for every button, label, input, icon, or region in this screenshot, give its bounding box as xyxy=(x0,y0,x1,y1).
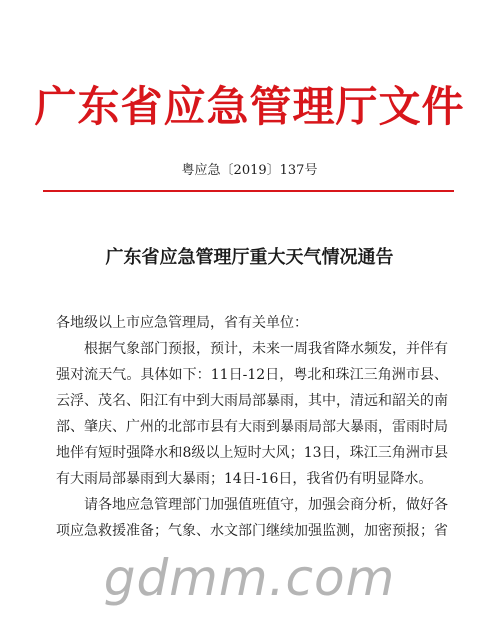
notice-title: 广东省应急管理厅重大天气情况通告 xyxy=(105,247,394,268)
body-paragraph-forecast: 根据气象部门预报，预计，未来一周我省降水频发，并伴有强对流天气。具体如下：11日-12日，粤北和珠江三角洲市县、云浮、茂名、阳江有中到大雨局部暴雨，其中，清远和韶关的南部、肇庆、广州的北部市县有大雨到暴雨局部大暴雨，雷雨时局地伴有短时强降水和8级以上短时大风；13日，珠江三角洲市县有大雨局部暴雨到大暴雨；14日-16日，我省仍有明显降水。 xyxy=(56,341,448,487)
document-body xyxy=(56,310,448,544)
site-watermark: gdmm.com xyxy=(103,549,396,607)
red-separator-line xyxy=(43,190,454,192)
salutation: 各地级以上市应急管理局，省有关单位： xyxy=(56,315,308,331)
document-masthead: 广东省应急管理厅文件 xyxy=(34,82,465,131)
document-number: 粤应急〔2019〕137号 xyxy=(181,163,318,178)
body-paragraph-instructions: 请各地应急管理部门加强值班值守，加强会商分析，做好各项应急救援准备；气象、水文部门继续加强监测，加密预报；省 xyxy=(56,497,448,539)
